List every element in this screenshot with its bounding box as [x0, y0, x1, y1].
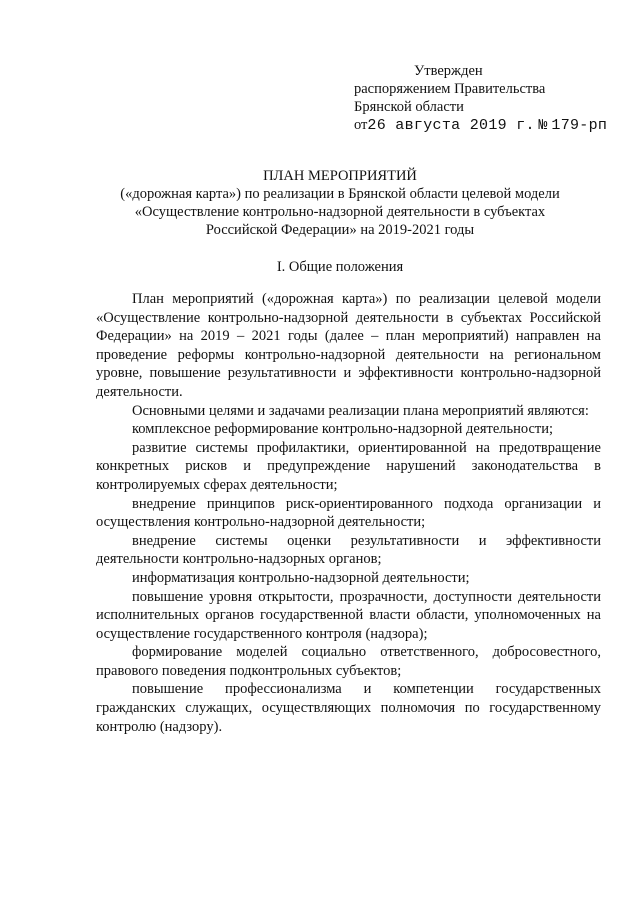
- title-line-4: Российской Федерации» на 2019-2021 годы: [205, 222, 475, 238]
- document-title: [70, 167, 610, 239]
- document-body: [96, 290, 601, 736]
- approval-authority: распоряжением Правительства: [354, 81, 546, 97]
- approval-region: Брянской области: [354, 99, 464, 115]
- approval-title: Утвержден: [414, 63, 483, 79]
- approval-date-line: [354, 116, 624, 135]
- approval-date: 26 августа 2019 г.: [367, 117, 535, 134]
- paragraph: повышение профессионализма и компетенции государственных гражданских служащих, осуществляющих полномочия по государственному контролю (надзору).: [96, 681, 601, 735]
- approval-number: 179-рп: [551, 117, 608, 134]
- paragraph: внедрение принципов риск-ориентированного подхода организации и осуществления контрольно-надзорной деятельности;: [96, 495, 601, 531]
- title-line-3: «Осуществление контрольно-надзорной деятельности в субъектах: [134, 204, 546, 220]
- paragraph: комплексное реформирование контрольно-надзорной деятельности;: [132, 421, 554, 438]
- paragraph: повышение уровня открытости, прозрачности, доступности деятельности исполнительных органов государственной власти области, уполномоченных на осуществление государственного контроля (надзора);: [96, 588, 601, 642]
- title-line-1: ПЛАН МЕРОПРИЯТИЙ: [263, 168, 417, 184]
- paragraph: развитие системы профилактики, ориентированной на предотвращение конкретных рисков и предупреждение нарушений законодательства в контролируемых сферах деятельности;: [96, 439, 601, 493]
- date-prefix: от: [354, 117, 368, 133]
- section-heading: I. Общие положения: [276, 259, 404, 275]
- title-line-2: («дорожная карта») по реализации в Брянской области целевой модели: [120, 186, 560, 202]
- paragraph: План мероприятий («дорожная карта») по реализации целевой модели «Осуществление контрольно-надзорной деятельности в субъектах Российской Федерации» на 2019 – 2021 годы (далее – план мероприятий) направлен на проведение реформы контрольно-надзорной деятельности на региональном уровне, повышение результативности и эффективности контрольно-надзорной деятельности.: [96, 291, 601, 400]
- paragraph: Основными целями и задачами реализации плана мероприятий являются:: [132, 402, 589, 419]
- approval-block: [354, 62, 624, 135]
- paragraph: внедрение системы оценки результативности и эффективности деятельности контрольно-надзорных органов;: [96, 532, 601, 568]
- paragraph: информатизация контрольно-надзорной деятельности;: [132, 569, 470, 586]
- paragraph: формирование моделей социально ответственного, добросовестного, правового поведения подконтрольных субъектов;: [96, 644, 601, 679]
- number-sign: №: [538, 117, 548, 134]
